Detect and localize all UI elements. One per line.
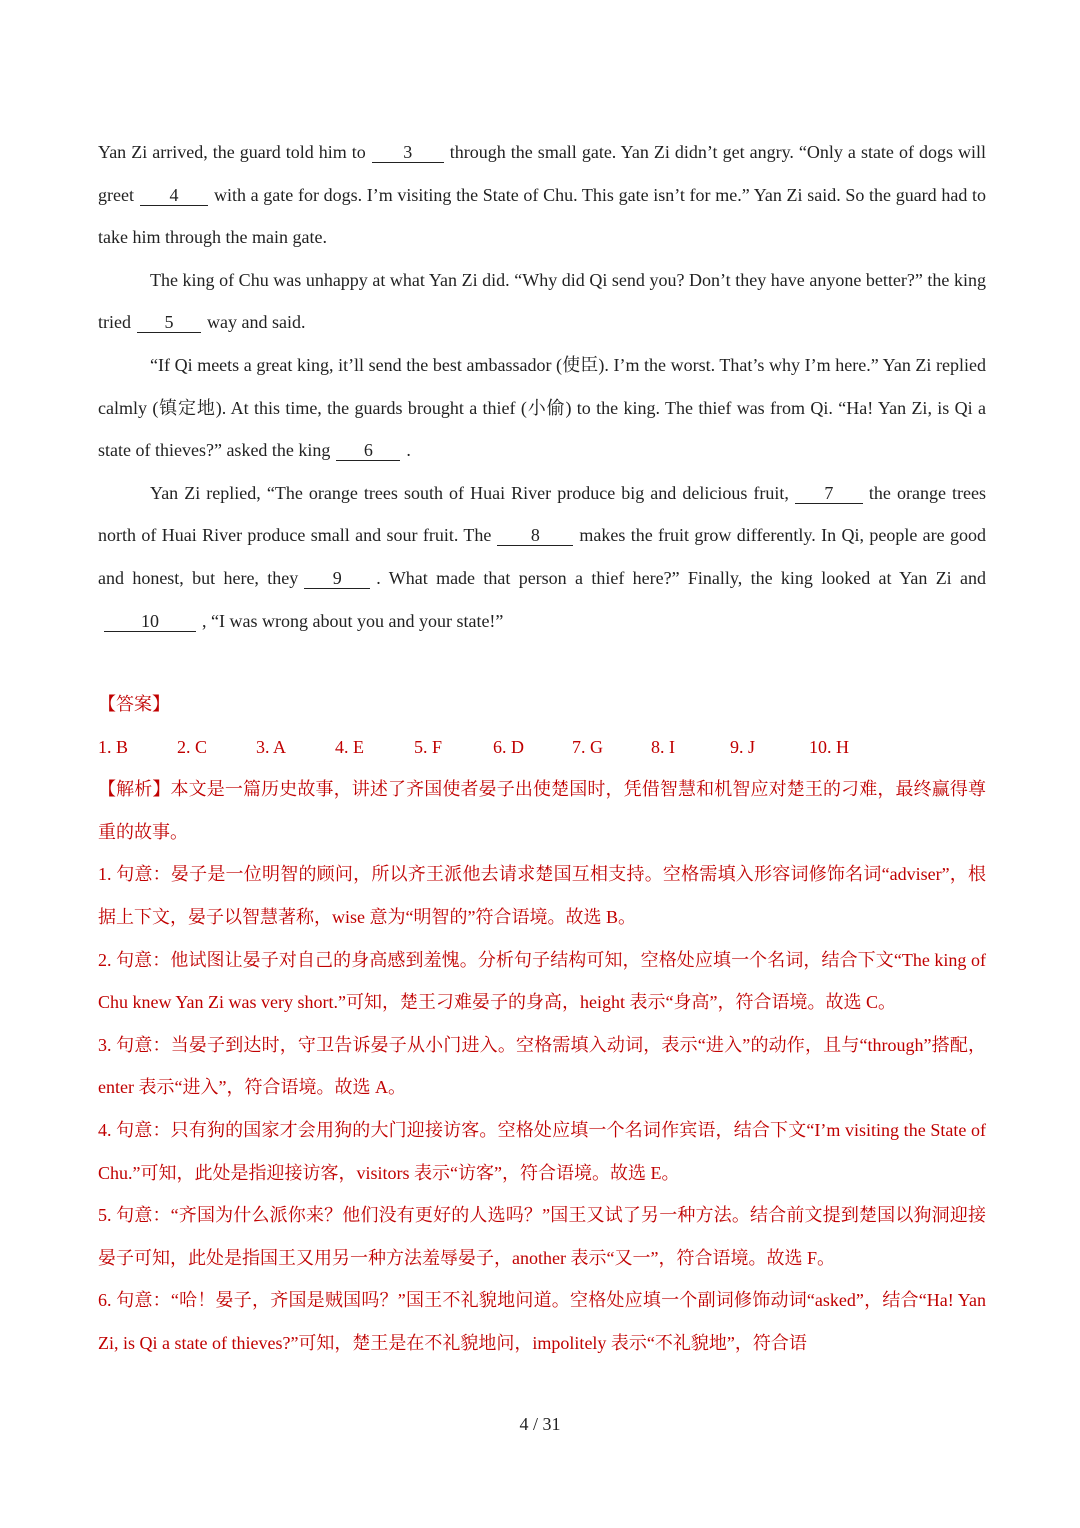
analysis-item-4: 4. 句意：只有狗的国家才会用狗的大门迎接访客。空格处应填一个名词作宾语，结合下文“I’m visiting the State of Chu.”可知，此处是指迎接访客，visitors 表示“访客”，符合语境。故选 E。 <box>98 1119 986 1183</box>
passage-text: , “I was wrong about you and your state!” <box>202 610 504 631</box>
passage-paragraph-2 <box>98 259 986 344</box>
answer-item: 3. A <box>256 736 287 757</box>
blank-6: 6 <box>336 440 400 461</box>
answer-heading: 【答案】 <box>98 694 170 714</box>
passage-text: the orange trees north of Huai River produce small and sour fruit. The <box>98 482 986 546</box>
passage-text: Yan Zi arrived, the guard told him to <box>98 142 366 162</box>
answer-item: 9. J <box>730 736 756 757</box>
passage-paragraph-4 <box>98 472 986 642</box>
analysis-intro: 【解析】本文是一篇历史故事，讲述了齐国使者晏子出使楚国时，凭借智慧和机智应对楚王的刁难，最终赢得尊重的故事。 <box>98 779 986 842</box>
passage-text: with a gate for dogs. I’m visiting the State of Chu. This gate isn’t for me.” Yan Zi said. So the guard had to take him through the main gate. <box>98 184 986 248</box>
blank-3: 3 <box>372 142 444 163</box>
analysis-item-6: 6. 句意：“哈！晏子，齐国是贼国吗？”国王不礼貌地问道。空格处应填一个副词修饰动词“asked”，结合“Ha! Yan Zi, is Qi a state of thieves?”可知，楚王是在不礼貌地问，impolitely 表示“不礼貌地”，符合语 <box>98 1290 986 1353</box>
story-passage <box>98 131 986 642</box>
passage-text: . <box>406 440 411 461</box>
answer-key <box>98 726 986 769</box>
answer-item: 4. E <box>335 736 364 757</box>
blank-9: 9 <box>304 568 370 589</box>
answer-item: 7. G <box>572 736 603 757</box>
passage-text: through the small gate. Yan Zi didn’t get angry. “Only a state of dogs will greet <box>98 142 986 205</box>
analysis-item-1: 1. 句意：晏子是一位明智的顾问，所以齐王派他去请求楚国互相支持。空格需填入形容词修饰名词“adviser”，根据上下文，晏子以智慧著称，wise 意为“明智的”符合语境。故选 B。 <box>98 864 986 927</box>
blank-5: 5 <box>137 312 201 333</box>
passage-paragraph-1 <box>98 131 986 259</box>
answer-section <box>98 683 986 1365</box>
answer-item: 2. C <box>177 736 208 757</box>
analysis-item-2: 2. 句意：他试图让晏子对自己的身高感到羞愧。分析句子结构可知，空格处应填一个名词，结合下文“The king of Chu knew Yan Zi was very short.”可知，楚王刁难晏子的身高，height 表示“身高”，符合语境。故选 C。 <box>98 949 986 1013</box>
blank-8: 8 <box>497 525 573 546</box>
blank-10: 10 <box>104 611 196 632</box>
analysis-item-5: 5. 句意：“齐国为什么派你来？他们没有更好的人选吗？”国王又试了另一种方法。结合前文提到楚国以狗洞迎接晏子可知，此处是指国王又用另一种方法羞辱晏子，another 表示“又一”，符合语境。故选 F。 <box>98 1205 986 1268</box>
blank-7: 7 <box>795 483 863 504</box>
passage-text: The king of Chu was unhappy at what Yan Zi did. “Why did Qi send you? Don’t they have anyone better?” the king tried <box>98 269 986 333</box>
page-number: 4 / 31 <box>519 1414 561 1434</box>
passage-text: “If Qi meets a great king, it’ll send the best ambassador (使臣). I’m the worst. That’s why I’m here.” Yan Zi replied calmly (镇定地). At this time, the guards brought a thief (小偷) to the king. The thief was from Qi. “Ha! Yan Zi, is Qi a state of thieves?” asked the king <box>98 354 986 461</box>
answer-item: 1. B <box>98 736 129 757</box>
blank-4: 4 <box>140 185 208 206</box>
passage-text: Yan Zi replied, “The orange trees south of Huai River produce big and delicious fruit, <box>150 482 789 503</box>
answer-item: 10. H <box>809 736 849 757</box>
answer-item: 6. D <box>493 736 524 757</box>
passage-text: . What made that person a thief here?” Finally, the king looked at Yan Zi and <box>376 567 986 588</box>
analysis-item-3: 3. 句意：当晏子到达时，守卫告诉晏子从小门进入。空格需填入动词，表示“进入”的动作，且与“through”搭配，enter 表示“进入”，符合语境。故选 A。 <box>98 1034 986 1098</box>
passage-paragraph-3 <box>98 344 986 472</box>
answer-item: 8. I <box>651 736 675 757</box>
answer-item: 5. F <box>414 736 443 757</box>
passage-text: makes the fruit grow differently. In Qi, people are good and honest, but here, they <box>98 525 987 588</box>
passage-text: way and said. <box>207 312 306 333</box>
